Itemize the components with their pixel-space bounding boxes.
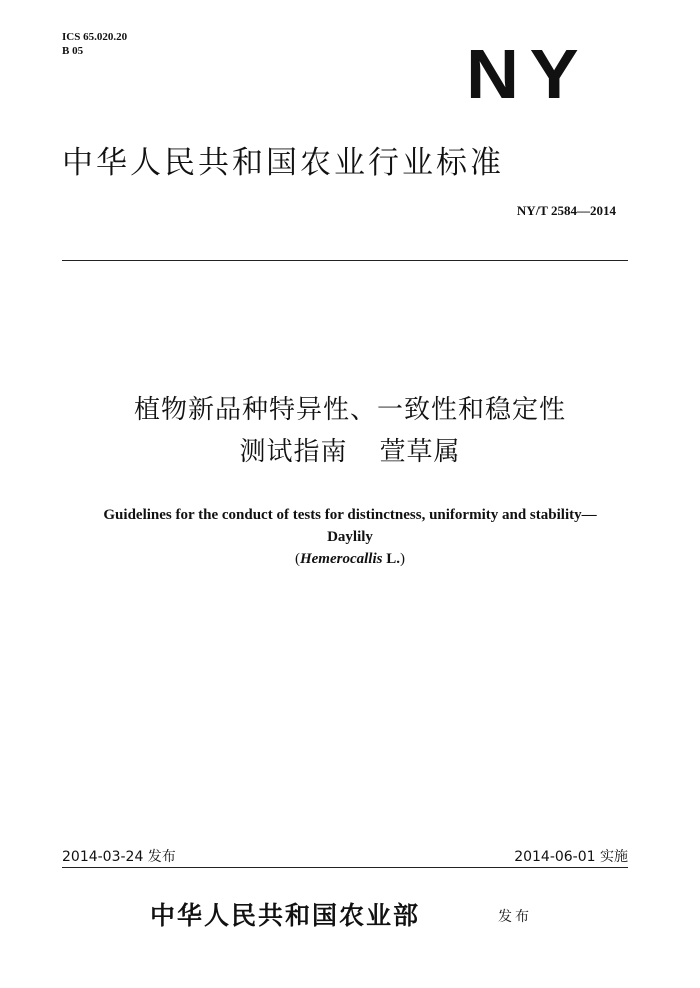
latin-author: L.: [382, 551, 400, 567]
issue-date: 2014-03-24 发布: [62, 849, 176, 865]
chinese-title-line1: 植物新品种特异性、一致性和稳定性: [133, 395, 566, 425]
publisher-suffix: 发布: [498, 909, 532, 925]
ics-code: ICS 65.020.20: [62, 31, 128, 43]
latin-genus: Hemerocallis: [299, 551, 383, 567]
implementation-date: 2014-06-01 实施: [514, 849, 628, 865]
chinese-title-part1: 测试指南: [239, 437, 348, 467]
ics-code-block: [62, 30, 127, 58]
classification-code: B 05: [62, 45, 84, 57]
english-title-line2: Daylily: [327, 529, 373, 545]
english-title-line1: Guidelines for the conduct of tests for distinctness, uniformity and stability—: [103, 507, 597, 523]
publisher-name: 中华人民共和国农业部: [150, 903, 421, 930]
ny-logo: NY: [466, 35, 590, 113]
close-paren: ): [400, 551, 405, 567]
top-divider: [62, 260, 628, 261]
standard-number: NY/T 2584—2014: [516, 203, 616, 218]
chinese-title-line2: [0, 434, 700, 470]
standard-title: 中华人民共和国农业行业标准: [62, 145, 504, 181]
bottom-divider: [62, 867, 628, 868]
chinese-title-part2: 萱草属: [379, 437, 461, 467]
open-paren: (: [294, 551, 300, 567]
english-title-latin-name: [0, 548, 700, 570]
